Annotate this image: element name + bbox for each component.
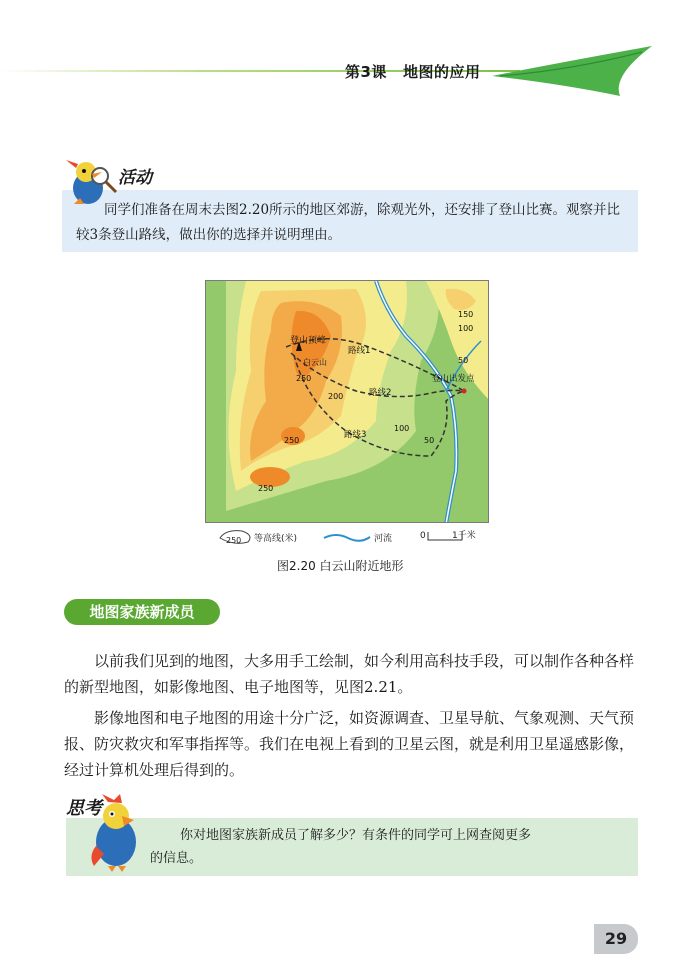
lesson-number: 第3课 (345, 63, 387, 81)
contour-label: 50 (424, 436, 435, 445)
contour-label: 250 (296, 374, 312, 383)
svg-text:250: 250 (226, 536, 242, 545)
contour-label: 150 (458, 310, 474, 319)
think-text-line1: 你对地图家族新成员了解多少？有条件的同学可上网查阅更多 (180, 828, 532, 843)
peak-label: 登山顶峰 (290, 336, 327, 346)
river-legend-label: 河流 (374, 534, 393, 544)
map-legend (212, 528, 492, 548)
start-label: 登山出发点 (432, 374, 475, 384)
activity-text: 同学们准备在周末去图2.20所示的地区郊游，除观光外，还安排了登山比赛。观察并比较3条登山路线，做出你的选择并说明理由。 (76, 202, 621, 243)
contour-label: 200 (328, 392, 344, 401)
contour-label: 50 (458, 356, 469, 365)
contour-legend-icon (216, 528, 256, 546)
activity-title: 活动 (118, 168, 152, 188)
think-text-line2: 的信息。 (150, 851, 203, 866)
think-title: 思考 (66, 798, 102, 819)
figure-caption: 图2.20 白云山附近地形 (277, 559, 404, 573)
section-title-badge: 地图家族新成员 (64, 599, 220, 625)
chapter-header (345, 61, 496, 82)
body-paragraph: 以前我们见到的地图，大多用手工绘制，如今利用高科技手段，可以制作各种各样的新型地图，如影像地图、电子地图等，见图2.21。 (64, 652, 635, 696)
body-paragraph: 影像地图和电子地图的用途十分广泛，如资源调查、卫星导航、气象观测、天气预报、防灾救灾和军事指挥等。我们在电视上看到的卫星云图，就是利用卫星遥感影像，经过计算机处理后得到的。 (64, 709, 635, 779)
contour-label: 250 (258, 484, 274, 493)
cartoon-parrot-icon (86, 794, 148, 872)
page-number: 29 (594, 924, 638, 954)
topographic-map (205, 280, 489, 523)
route-2-label: 路线2 (369, 388, 392, 398)
lesson-title: 地图的应用 (402, 63, 481, 81)
route-3-label: 路线3 (344, 430, 367, 440)
route-1-label: 路线1 (348, 346, 371, 356)
contour-label: 100 (458, 324, 474, 333)
contour-label: 100 (394, 424, 410, 433)
river-legend-icon (322, 532, 372, 544)
scale-label: 1千米 (452, 531, 476, 541)
leaf-decoration-icon (492, 46, 652, 98)
contour-label: 250 (284, 436, 300, 445)
contour-map-svg (206, 281, 489, 523)
mountain-label: 白云山 (303, 358, 327, 367)
scale-zero: 0 (420, 531, 426, 541)
contour-legend-label: 等高线(米) (254, 534, 298, 544)
